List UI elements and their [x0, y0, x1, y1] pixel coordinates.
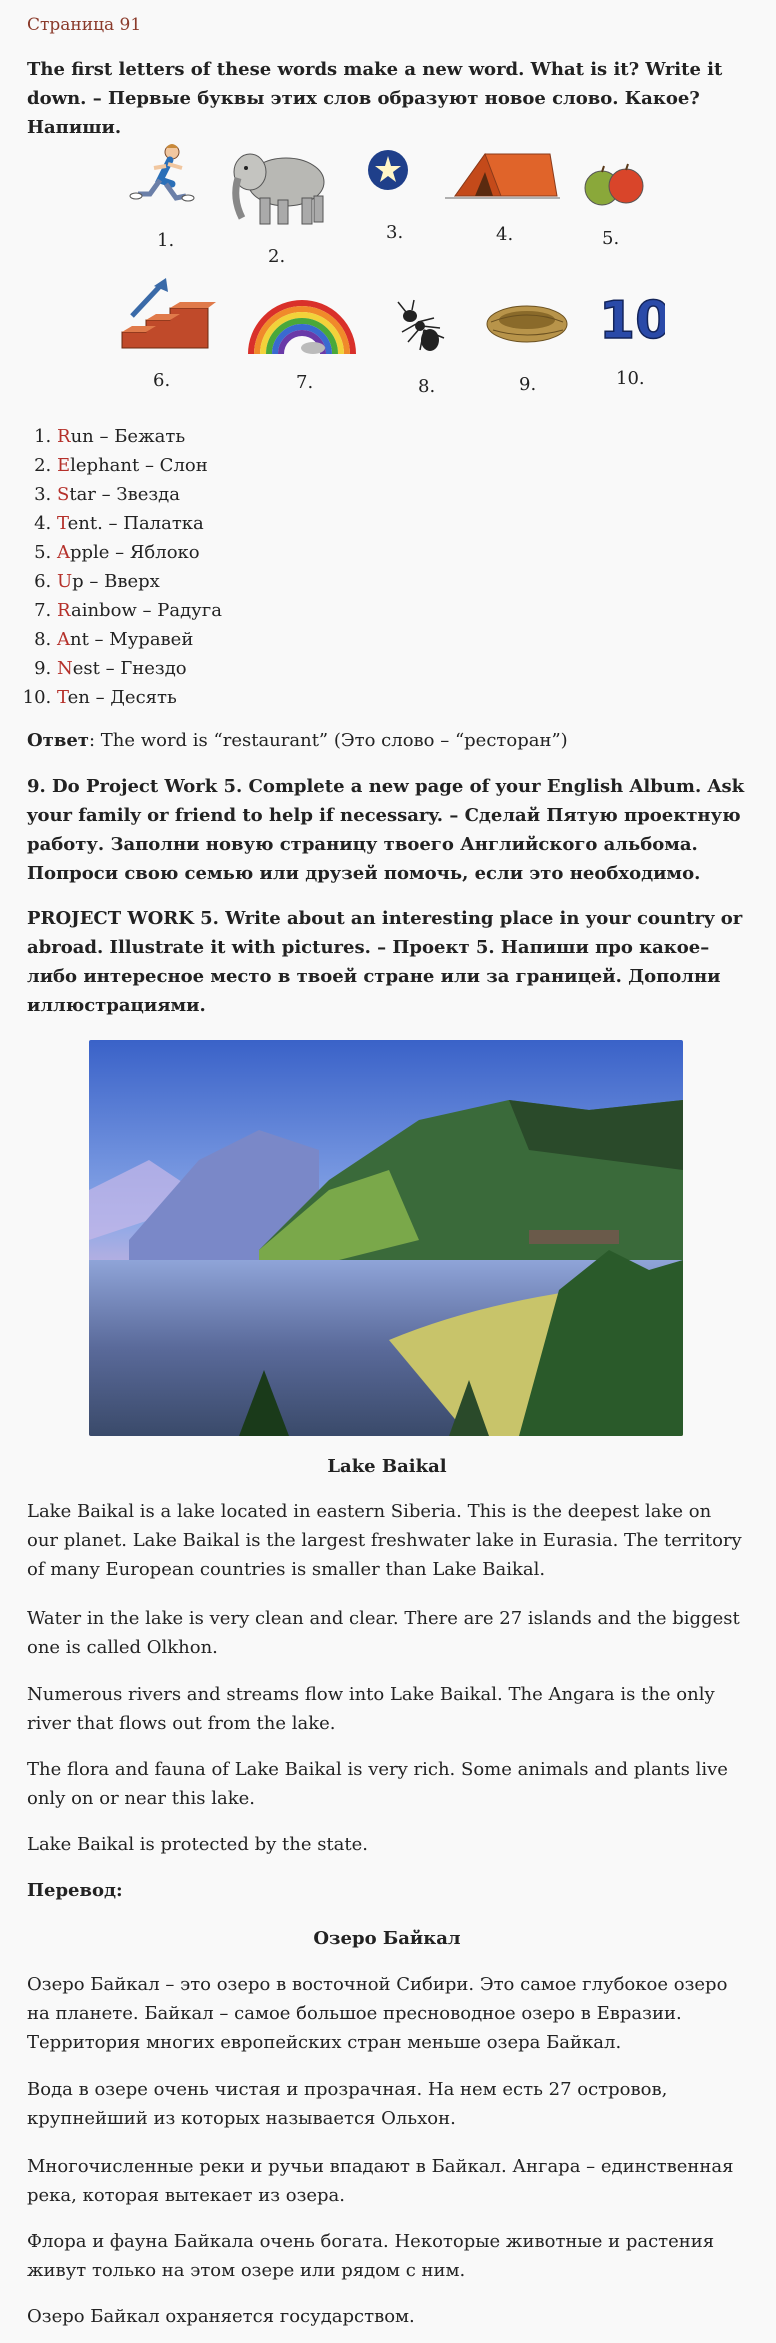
en-title: Lake Baikal [327, 1456, 447, 1477]
picture-number: 2. [268, 246, 286, 267]
nest-icon [485, 300, 570, 345]
picture-number: 5. [602, 228, 620, 249]
en-paragraph: Lake Baikal is protected by the state. [27, 1834, 368, 1855]
lake-baikal-photo [89, 1040, 683, 1436]
elephant-icon [220, 142, 335, 232]
task-9: 9. Do Project Work 5. Complete a new page of your English Album. Ask your family or friend to help if necessary. – Сделай Пятую проектную работу. Заполни новую страницу твоего Английского альбома. Попроси свою семью или друзей помочь, если это необходимо. [27, 776, 745, 884]
ru-paragraph: Вода в озере очень чистая и прозрачная. На нем есть 27 островов, крупнейший из которых называется Ольхон. [27, 2079, 668, 2129]
tent-icon [445, 148, 560, 203]
en-paragraph: Water in the lake is very clean and clear. There are 27 islands and the biggest one is called Olkhon. [27, 1608, 740, 1658]
picture-number: 7. [296, 372, 314, 393]
picture-number: 10. [616, 368, 645, 389]
list-item: 4. Tent. – Палатка [57, 509, 747, 538]
ru-paragraph: Многочисленные реки и ручьи впадают в Байкал. Ангара – единственная река, которая вытекает из озера. [27, 2156, 734, 2206]
list-item: 3. Star – Звезда [57, 480, 747, 509]
page-label: Страница 91 [27, 15, 142, 35]
list-item: 6. Up – Вверх [57, 567, 747, 596]
list-item: 5. Apple – Яблоко [57, 538, 747, 567]
rainbow-icon [245, 276, 360, 356]
list-item: 9. Nest – Гнездо [57, 654, 747, 683]
list-item: 1. Run – Бежать [57, 422, 747, 451]
answer [27, 726, 747, 755]
ru-paragraph: Озеро Байкал охраняется государством. [27, 2306, 415, 2327]
picture-number: 4. [496, 224, 514, 245]
svg-text:10: 10 [599, 291, 665, 345]
en-paragraph: Lake Baikal is a lake located in eastern Siberia. This is the deepest lake on our planet. Lake Baikal is the largest freshwater lake in Eurasia. The territory of many European countries is smaller than Lake Baikal. [27, 1501, 742, 1580]
star-icon [366, 148, 411, 193]
ru-paragraph: Озеро Байкал – это озеро в восточной Сибири. Это самое глубокое озеро на планете. Байкал – самое большое пресноводное озеро в Евразии. Территория многих европейских стран меньше озера Байкал. [27, 1974, 728, 2053]
picture-number: 1. [157, 230, 175, 251]
ru-paragraph: Флора и фауна Байкала очень богата. Некоторые животные и растения живут только на этом озере или рядом с ним. [27, 2231, 715, 2281]
picture-number: 3. [386, 222, 404, 243]
ant-icon [390, 298, 450, 358]
list-item: 8. Ant – Муравей [57, 625, 747, 654]
en-paragraph: The flora and fauna of Lake Baikal is very rich. Some animals and plants live only on or near this lake. [27, 1759, 728, 1809]
picture-number: 6. [153, 370, 171, 391]
apples-icon [580, 160, 650, 210]
stairs-up-arrow-icon [112, 276, 217, 356]
translation-label: Перевод: [27, 1880, 123, 1901]
running-boy-icon [120, 138, 205, 218]
picture-number: 8. [418, 376, 436, 397]
answer-text: : The word is “restaurant” (Это слово – “ресторан”) [88, 730, 568, 751]
en-paragraph: Numerous rivers and streams flow into Lake Baikal. The Angara is the only river that flows out from the lake. [27, 1684, 715, 1734]
answer-label: Ответ [27, 730, 89, 751]
project-work: PROJECT WORK 5. Write about an interesting place in your country or abroad. Illustrate it with pictures. – Проект 5. Напиши про какое–либо интересное место в твоей стране или за границей. Дополни иллюстрациями. [27, 908, 743, 1016]
list-item: 7. Rainbow – Радуга [57, 596, 747, 625]
ru-title: Озеро Байкал [313, 1928, 461, 1949]
picture-number: 9. [519, 374, 537, 395]
list-item: 10. Ten – Десять [57, 683, 747, 712]
word-list [27, 422, 747, 712]
task-intro: The first letters of these words make a new word. What is it? Write it down. – Первые буквы этих слов образуют новое слово. Какое? Напиши. [27, 59, 723, 138]
list-item: 2. Elephant – Слон [57, 451, 747, 480]
number-ten-icon [595, 290, 665, 345]
